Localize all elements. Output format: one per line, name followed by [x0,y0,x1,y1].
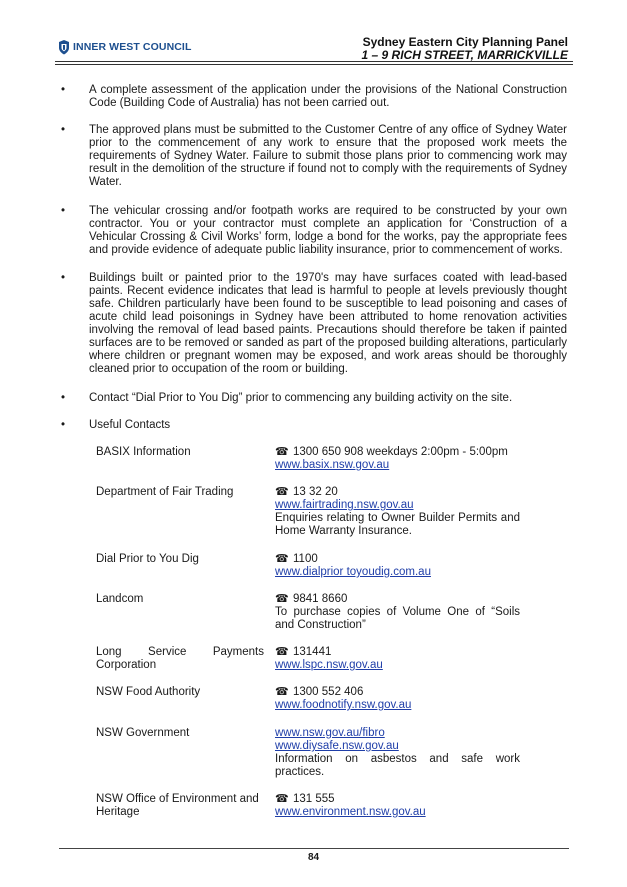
page-header [55,34,573,64]
contact-info [275,727,520,779]
bullet-symbol: • [61,392,66,404]
phone-icon: ☎ [275,646,289,658]
list-item-text: Contact “Dial Prior to You Dig” prior to commencing any building activity on the site. [89,392,513,404]
phone-number: 9841 8660 [293,593,348,605]
phone-number: 1300 552 406 [293,686,364,698]
list-item-text: The approved plans must be submitted to the Customer Centre of any office of Sydney Water prior to the commencement of any work to ensure that the proposed work meets the requirements of Sydney Water. Failure to submit those plans prior to commencing work may result in the demolition of the structure if found not to comply with the requirements of Sydney Water. [89,124,567,188]
council-logo-icon [58,39,70,55]
bullet-symbol: • [61,419,66,431]
contact-name: NSW Government [96,727,190,739]
header-title-block [362,36,568,62]
list-item-text: Buildings built or painted prior to the 1970's may have surfaces coated with lead-based paints. Recent evidence indicates that lead is harmful to people at levels previously thought safe. Children particularly have been found to be susceptible to lead poisoning and cases of acute child lead poisonings in Sydney have been attributed to home renovation activities involving the removal of lead based paints. Precautions should therefore be taken if painted surfaces are to be removed or sanded as part of the proposed building alterations, particularly where children or pregnant women may be exposed, and work areas should be thoroughly cleaned prior to occupation of the room or building. [89,272,567,375]
page-number: 84 [307,852,320,863]
phone-icon: ☎ [275,793,289,805]
header-title: Sydney Eastern City Planning Panel [362,35,568,49]
phone-number: 13 32 20 [293,486,338,498]
contact-name: NSW Office of Environment and Heritage [96,793,259,818]
contact-note: Enquiries relating to Owner Builder Permits and Home Warranty Insurance. [275,512,520,537]
contact-phone [275,486,520,499]
contact-phone [275,793,520,806]
bullet-symbol: • [61,205,66,217]
contact-phone [275,593,520,606]
contact-name: Dial Prior to You Dig [96,553,199,565]
bullet-symbol: • [61,84,66,96]
contact-info [275,446,520,472]
contact-name: Department of Fair Trading [96,486,234,498]
phone-number: 131 555 [293,793,335,805]
council-logo [58,39,191,55]
contact-link[interactable]: www.nsw.gov.au/fibro [275,727,385,739]
contact-info [275,793,520,819]
header-subtitle: 1 – 9 RICH STREET, MARRICKVILLE [361,48,568,62]
contact-note: To purchase copies of Volume One of “Soils and Construction” [275,606,520,631]
contact-info [275,553,520,579]
contact-phone [275,553,520,566]
contact-link[interactable]: www.fairtrading.nsw.gov.au [275,499,414,511]
phone-icon: ☎ [275,686,289,698]
phone-icon: ☎ [275,553,289,565]
footer-rule [59,848,569,849]
contact-phone [275,646,520,659]
list-item-text: A complete assessment of the application under the provisions of the National Construction Code (Building Code of Australia) has not been carried out. [89,84,567,109]
contact-link[interactable]: www.diysafe.nsw.gov.au [275,740,399,752]
contact-phone [275,446,520,459]
contact-phone [275,686,520,699]
list-item-text: The vehicular crossing and/or footpath works are required to be constructed by your own contractor. You or your contractor must complete an application for ‘Construction of a Vehicular Crossing & Civil Works’ form, lodge a bond for the works, pay the appropriate fees and provide evidence of adequate public liability insurance, prior to commencement of works. [89,205,567,256]
contact-link[interactable]: www.lspc.nsw.gov.au [275,659,383,671]
list-item-text: Useful Contacts [89,419,171,431]
contact-name: Long Service Payments Corporation [96,646,264,671]
contact-name: BASIX Information [96,446,191,458]
header-rule-secondary [55,64,573,65]
bullet-symbol: • [61,272,66,284]
contact-info [275,646,520,672]
header-rule [55,61,573,62]
bullet-symbol: • [61,124,66,136]
contact-info [275,686,520,712]
contact-name: NSW Food Authority [96,686,201,698]
contact-info [275,593,520,632]
phone-icon: ☎ [275,446,289,458]
phone-number: 131441 [293,646,332,658]
contact-link[interactable]: www.environment.nsw.gov.au [275,806,426,818]
phone-number: 1300 650 908 weekdays 2:00pm - 5:00pm [293,446,508,458]
contact-info [275,486,520,538]
phone-icon: ☎ [275,486,289,498]
contact-name: Landcom [96,593,144,605]
logo-text: INNER WEST COUNCIL [73,41,192,53]
phone-number: 1100 [293,553,318,565]
contact-link[interactable]: www.basix.nsw.gov.au [275,459,390,471]
contact-link[interactable]: www.foodnotify.nsw.gov.au [275,699,412,711]
phone-icon: ☎ [275,593,289,605]
contact-link[interactable]: www.dialprior toyoudig.com.au [275,566,431,578]
contact-note: Information on asbestos and safe work practices. [275,753,520,778]
